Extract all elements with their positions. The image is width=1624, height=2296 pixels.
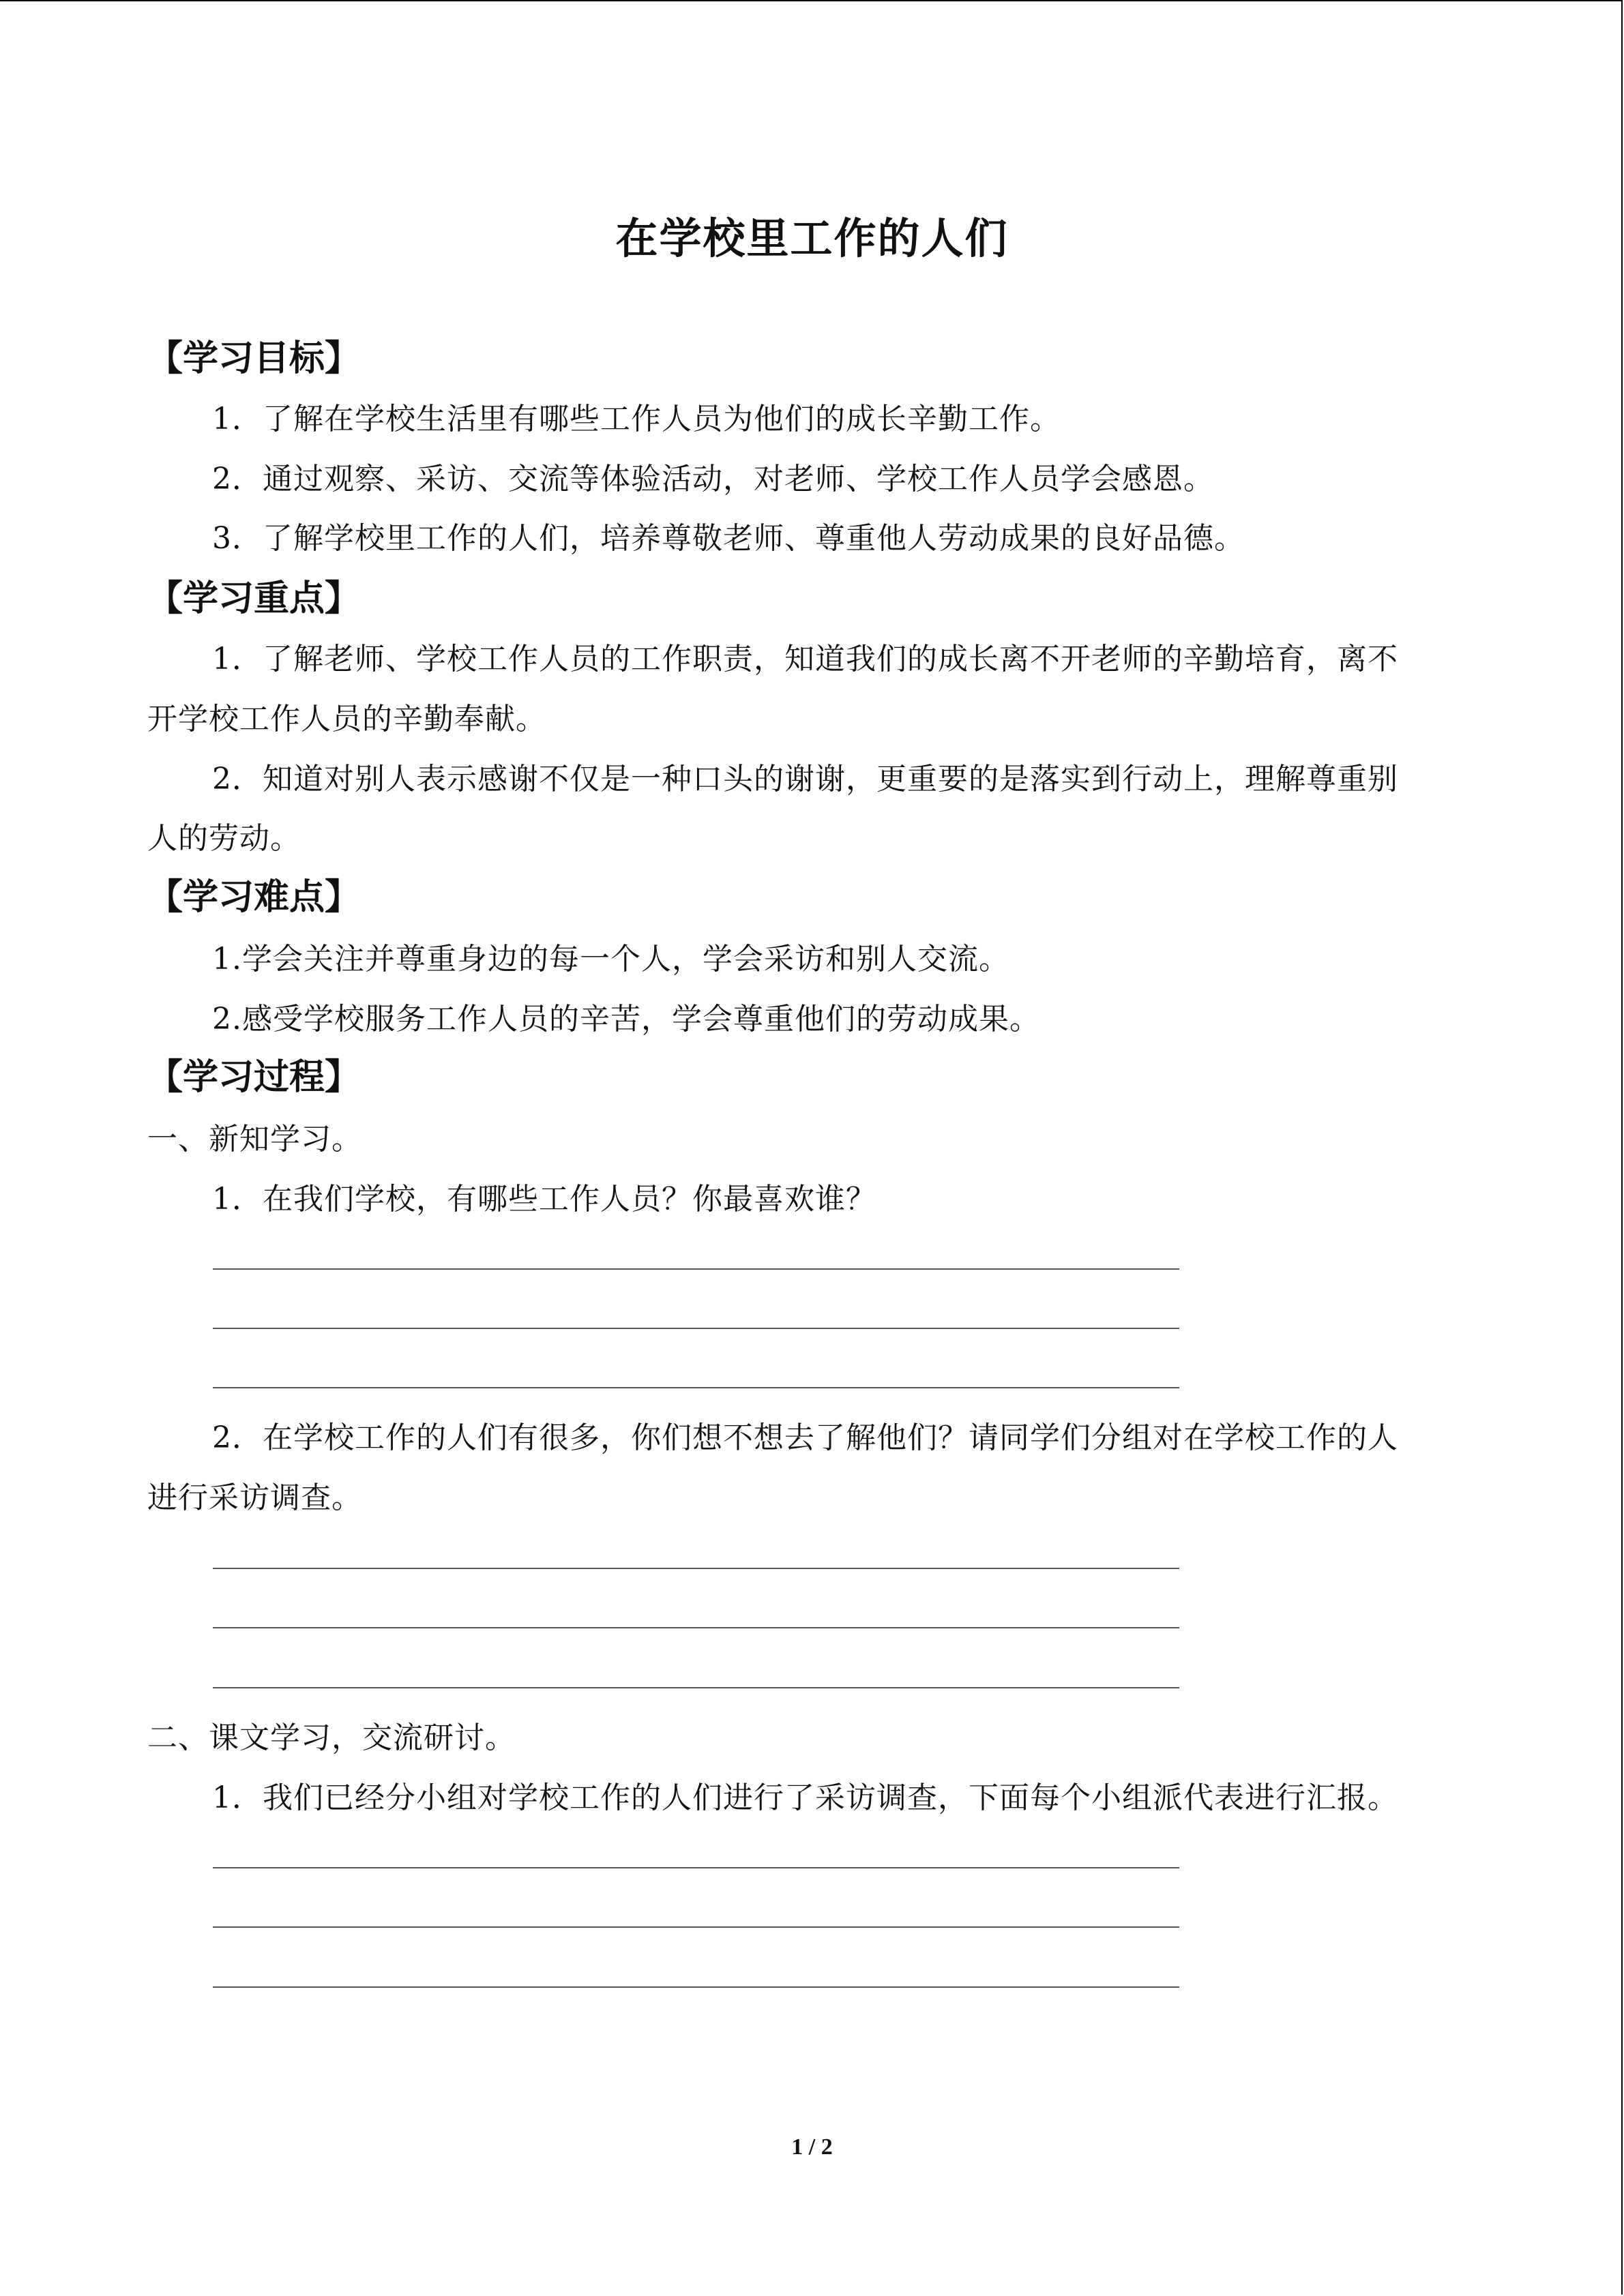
goal-item: 2．通过观察、采访、交流等体验活动，对老师、学校工作人员学会感恩。	[212, 462, 1214, 496]
section-heading-process: 【学习过程】	[147, 1057, 361, 1098]
page-number: 1 / 2	[791, 2134, 833, 2160]
answer-line	[213, 1268, 1179, 1270]
section-heading-difficulties: 【学习难点】	[147, 877, 361, 918]
question: 进行采访调查。	[147, 1480, 362, 1515]
answer-line	[213, 1986, 1179, 1988]
goal-item: 1．了解在学校生活里有哪些工作人员为他们的成长辛勤工作。	[212, 402, 1061, 436]
key-point-line: 2．知道对别人表示感谢不仅是一种口头的谢谢，更重要的是落实到行动上，理解尊重别	[212, 762, 1398, 796]
question: 2．在学校工作的人们有很多，你们想不想去了解他们？请同学们分组对在学校工作的人	[212, 1420, 1398, 1455]
document-title: 在学校里工作的人们	[615, 213, 1009, 263]
section-heading-key-points: 【学习重点】	[147, 578, 361, 619]
answer-line	[213, 1867, 1179, 1868]
answer-line	[213, 1687, 1179, 1688]
answer-line	[213, 1568, 1179, 1569]
goal-item: 3．了解学校里工作的人们，培养尊敬老师、尊重他人劳动成果的良好品德。	[212, 521, 1245, 556]
part-title: 二、课文学习，交流研讨。	[147, 1720, 516, 1755]
answer-line	[213, 1926, 1179, 1928]
part-title: 一、新知学习。	[147, 1122, 362, 1157]
key-point-line: 开学校工作人员的辛勤奉献。	[147, 702, 546, 736]
difficulty-item: 2.感受学校服务工作人员的辛苦，学会尊重他们的劳动成果。	[212, 1002, 1040, 1037]
key-point-line: 1．了解老师、学校工作人员的工作职责，知道我们的成长离不开老师的辛勤培育，离不	[212, 642, 1398, 676]
section-heading-goals: 【学习目标】	[147, 338, 361, 379]
question: 1．在我们学校，有哪些工作人员？你最喜欢谁？	[212, 1182, 876, 1217]
answer-line	[213, 1627, 1179, 1628]
key-point-line: 人的劳动。	[147, 821, 301, 856]
difficulty-item: 1.学会关注并尊重身边的每一个人，学会采访和别人交流。	[212, 942, 1009, 976]
question: 1．我们已经分小组对学校工作的人们进行了采访调查，下面每个小组派代表进行汇报。	[212, 1780, 1398, 1815]
answer-line	[213, 1328, 1179, 1329]
answer-line	[213, 1387, 1179, 1388]
